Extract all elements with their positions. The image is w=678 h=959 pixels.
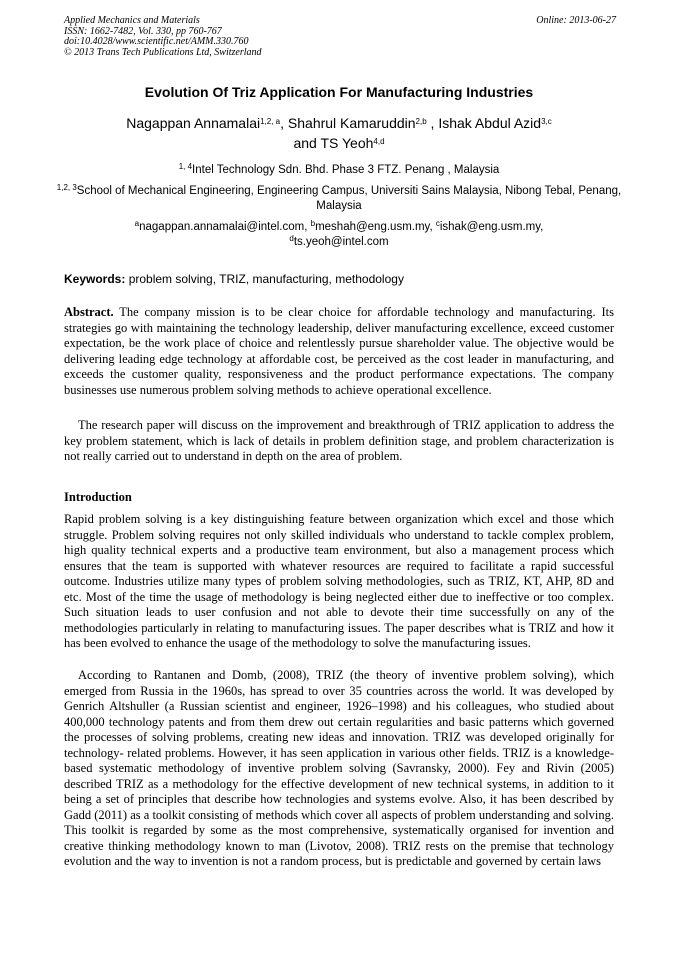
affiliation <box>48 184 630 214</box>
author-superscript: 2,b <box>415 117 427 126</box>
copyright-line: © 2013 Trans Tech Publications Ltd, Switzerland <box>64 46 262 58</box>
introduction-paragraph-2: According to Rantanen and Domb, (2008), TRIZ (the theory of inventive problem solving), which emerged from Russia in the 1960s, has spread to over 35 countries across the world. It was developed by Genrich Altshuller (a Russian scientist and engineer, 1926–1998) and his colleagues, who studied about 400,000 technology patents and from them drew out certain regularities and basic patterns which governed the processes of solving problems, creating new ideas and innovation. TRIZ was developed originally for technology- related problems. However, it has seen application in various other fields. TRIZ is a knowledge-based systematic methodology of inventive problem solving (Savransky, 2000). Fey and Rivin (2005) described TRIZ as a methodology for the effective development of new technical systems, in addition to it being a set of principles that describe how technologies and systems evolve. Also, it has been described by Gadd (2011) as a toolkit consisting of methods which cover all aspects of problem understanding and solving. This toolkit is regarded by some as the most comprehensive, systematically organised for invention and creative thinking methodology known to man (Livotov, 2008). TRIZ rests on the premise that technology evolution and the way to invention is not a random process, but is predictable and governed by certain laws <box>64 668 614 868</box>
author-list: Nagappan Annamalai$^{1,2, a}$, Shahrul Kamaruddin$^{2,b}$ , Ishak Abdul Azid$^{3,c}$ and TS Yeoh$^{4,d}$ <box>126 115 552 151</box>
affiliation <box>48 163 630 178</box>
keywords-label: Keywords: <box>64 272 126 286</box>
section-heading: Introduction <box>64 490 132 504</box>
author-name: Shahrul Kamaruddin <box>287 115 416 131</box>
introduction-paragraph-1: Rapid problem solving is a key distinguishing feature between organization which excel and those which struggle. Problem solving requires not only skilled individuals who understand to tackle complex problem, high quality technical experts and a productive team environment, but also a management process which ensures that the team is supported with whatever resources are required to facilitate a rapid successful outcome. Industries utilize many types of problem solving methodologies, such as TRIZ, KT, AHP, 8D and etc. Most of the time the usage of methodology is being neglected either due to ineffective or too complex. Such situation leads to user confusion and not able to devote their time successfully on any of the methodologies particularly in relating to manufacturing issues. The paper describes what is TRIZ and how it has been evolved to enhance the usage of the methodology to solve the manufacturing issues. <box>64 512 614 650</box>
abstract-paragraph-2: The research paper will discuss on the improvement and breakthrough of TRIZ application to address the key problem statement, which is lack of details in problem definition stage, and problem characterization is not really carried out to understand in depth on the area of problem. <box>64 418 614 463</box>
author-superscript: 4,d <box>373 137 385 146</box>
abstract-text: The company mission is to be clear choice for affordable technology and manufacturing. Its strategies go with maintaining the technology leadership, deliver manufacturing excellence, exceed customer expectation, be the work place of choice and relentlessly pursue shareholder value. The objective would be delivering leading edge technology at affordable cost, be perceived as the cost leader in manufacturing, and exceeds the customer quality, responsiveness and the product performance expectations. The company businesses use numerous problem solving methods to achieve operational excellence. <box>64 305 614 397</box>
author-name: Ishak Abdul Azid <box>438 115 542 131</box>
paper-title: Evolution Of Triz Application For Manufacturing Industries <box>144 84 534 100</box>
author-name: and TS Yeoh <box>293 135 374 151</box>
email: ishak@eng.usm.my, <box>439 221 544 233</box>
abstract-label: Abstract. <box>64 305 114 319</box>
affiliation-text: Intel Technology Sdn. Bhd. Phase 3 FTZ. Penang , Malaysia <box>192 164 500 176</box>
online-date: Online: 2013-06-27 <box>536 15 616 26</box>
affiliation-text: School of Mechanical Engineering, Engineering Campus, Universiti Sains Malaysia, Nibong Tebal, Penang, Malaysia <box>76 185 622 212</box>
author-emails: $^a$nagappan.annamalai@intel.com, $^b$meshah@eng.usm.my, $^c$ishak@eng.usm.my, $^d$ts.yeoh@intel.com <box>134 219 544 248</box>
issn-line: ISSN: 1662-7482, Vol. 330, pp 760-767 <box>64 25 222 37</box>
affiliation-superscript: 1,2, 3 <box>56 183 77 192</box>
journal-header <box>64 16 262 58</box>
doi-line: doi:10.4028/www.scientific.net/AMM.330.760 <box>64 36 249 47</box>
email: meshah@eng.usm.my, <box>315 221 436 233</box>
journal-name: Applied Mechanics and Materials <box>64 15 200 26</box>
author-superscript: 1,2, a <box>260 117 281 126</box>
email: ts.yeoh@intel.com <box>293 236 389 248</box>
abstract-paragraph <box>64 305 614 398</box>
keywords <box>64 272 614 286</box>
author-name: Nagappan Annamalai <box>126 115 261 131</box>
email: nagappan.annamalai@intel.com, <box>139 221 311 233</box>
author-superscript: 3,c <box>541 117 552 126</box>
keywords-text: problem solving, TRIZ, manufacturing, methodology <box>125 272 404 286</box>
affiliation-superscript: 1, 4 <box>178 162 193 171</box>
